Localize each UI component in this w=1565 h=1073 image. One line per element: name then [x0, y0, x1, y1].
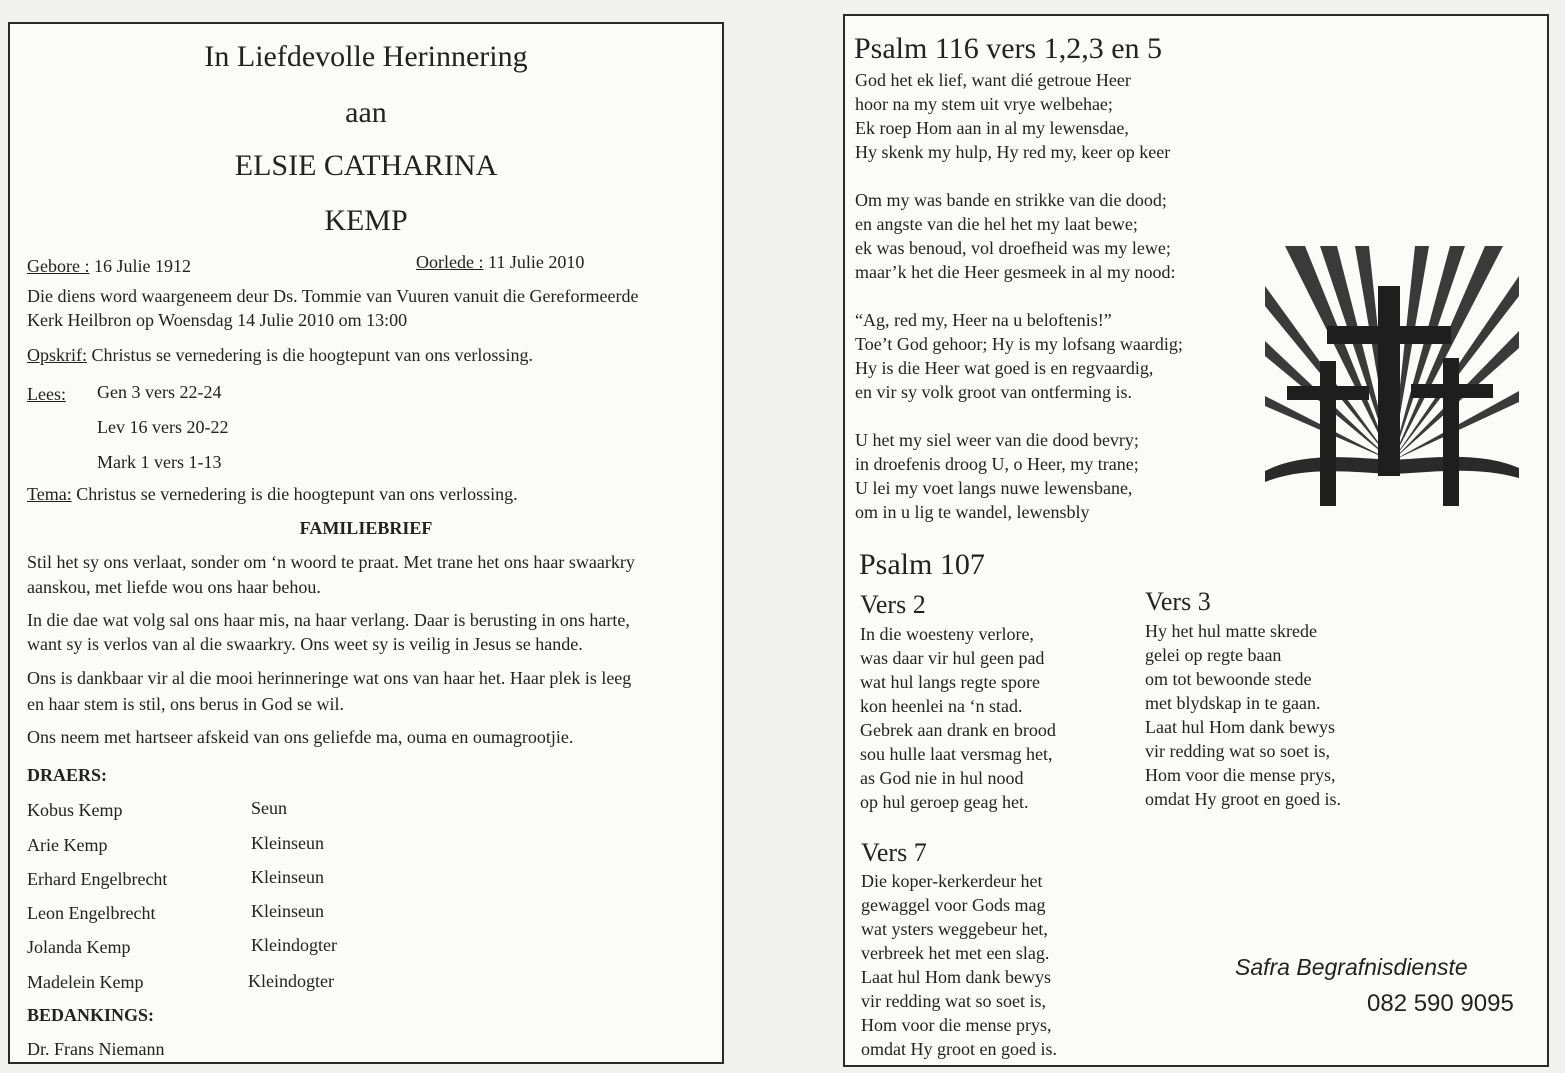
- family-paragraph-line: Ons neem met hartseer afskeid van ons geliefde ma, ouma en oumagrootjie.: [27, 727, 574, 747]
- funeral-home-name: Safra Begrafnisdienste: [1235, 954, 1468, 980]
- verse-line: vir redding wat so soet is,: [861, 991, 1046, 1011]
- verse-line: wat hul langs regte spore: [860, 672, 1040, 692]
- born-row: [27, 256, 191, 277]
- verse-line: met blydskap in te gaan.: [1145, 693, 1321, 713]
- reading-item: Mark 1 vers 1-13: [97, 452, 222, 472]
- born-label: Gebore :: [27, 256, 90, 276]
- tema-label: Tema:: [27, 484, 72, 504]
- psalm-line: Hy is die Heer wat goed is en regvaardig,: [855, 358, 1154, 378]
- vers-7-text: [861, 869, 1057, 1061]
- family-paragraph-line: aanskou, met liefde wou ons haar behou.: [27, 577, 321, 597]
- bearer-name: Leon Engelbrecht: [27, 903, 156, 923]
- verse-line: Laat hul Hom dank bewys: [861, 967, 1051, 987]
- verse-line: om tot bewoonde stede: [1145, 669, 1312, 689]
- bearer-name: Kobus Kemp: [27, 800, 123, 820]
- bearer-relation: Kleinseun: [251, 901, 324, 921]
- bearer-relation: Kleinseun: [251, 867, 324, 887]
- psalm-116-title: Psalm 116 vers 1,2,3 en 5: [854, 32, 1163, 65]
- opskrif-row: [27, 345, 533, 366]
- bearer-relation: Kleindogter: [251, 935, 337, 955]
- tema-row: [27, 484, 518, 505]
- service-line-2: Kerk Heilbron op Woensdag 14 Julie 2010 om 13:00: [27, 310, 408, 330]
- bearer-relation: Kleindogter: [248, 971, 334, 991]
- opskrif-label: Opskrif:: [27, 345, 87, 365]
- bearer-relation: Kleinseun: [251, 833, 324, 853]
- verse-line: verbreek het met een slag.: [861, 943, 1050, 963]
- verse-line: Laat hul Hom dank bewys: [1145, 717, 1335, 737]
- verse-line: Die koper-kerkerdeur het: [861, 871, 1043, 891]
- verse-line: as God nie in hul nood: [860, 768, 1024, 788]
- family-paragraph-line: Stil het sy ons verlaat, sonder om ‘n woord te praat. Met trane het ons haar swaarkry: [27, 552, 635, 572]
- verse-line: wat ysters weggebeur het,: [861, 919, 1048, 939]
- psalm-line: om in u lig te wandel, lewensbly: [855, 502, 1090, 522]
- psalm-line: “Ag, red my, Heer na u beloftenis!”: [855, 310, 1112, 330]
- psalm-line: [855, 404, 1183, 428]
- psalm-line: Hy skenk my hulp, Hy red my, keer op keer: [855, 142, 1171, 162]
- verse-line: vir redding wat so soet is,: [1145, 741, 1330, 761]
- familiebrief-title: FAMILIEBRIEF: [299, 518, 433, 538]
- family-paragraph-line: Ons is dankbaar vir al die mooi herinneringe wat ons van haar het. Haar plek is leeg: [27, 668, 632, 688]
- funeral-home-phone: 082 590 9095: [1367, 990, 1514, 1017]
- verse-line: was daar vir hul geen pad: [860, 648, 1045, 668]
- psalm-line: [855, 284, 1183, 308]
- verse-line: Hom voor die mense prys,: [1145, 765, 1336, 785]
- memorial-heading: In Liefdevolle Herinnering: [204, 40, 528, 73]
- verse-line: Gebrek aan drank en brood: [860, 720, 1056, 740]
- family-paragraph-line: want sy is verlos van al die swaarkry. Ons weet sy is veilig in Jesus se hande.: [27, 634, 583, 654]
- three-crosses-image: [1265, 246, 1519, 506]
- vers-2-text: [860, 622, 1056, 814]
- bearer-name: Erhard Engelbrecht: [27, 869, 168, 889]
- vers-3-title: Vers 3: [1145, 587, 1211, 616]
- psalm-line: Om my was bande en strikke van die dood;: [855, 190, 1167, 210]
- psalm-line: ek was benoud, vol droefheid was my lewe;: [855, 238, 1171, 258]
- verse-line: sou hulle laat versmag het,: [860, 744, 1053, 764]
- verse-line: Hy het hul matte skrede: [1145, 621, 1317, 641]
- tema-text: Christus se vernedering is die hoogtepunt van ons verlossing.: [76, 484, 518, 504]
- family-paragraph-line: en haar stem is stil, ons berus in God se wil.: [27, 694, 344, 714]
- reading-item: Lev 16 vers 20-22: [97, 417, 229, 437]
- psalm-107-title: Psalm 107: [859, 548, 985, 581]
- psalm-116-text: [855, 68, 1183, 524]
- psalm-line: [855, 164, 1183, 188]
- died-row: [416, 252, 584, 273]
- vers-3-text: [1145, 619, 1341, 811]
- verse-line: gelei op regte baan: [1145, 645, 1282, 665]
- psalm-line: in droefenis droog U, o Heer, my trane;: [855, 454, 1139, 474]
- psalm-line: U het my siel weer van die dood bevry;: [855, 430, 1139, 450]
- bedankings-title: BEDANKINGS:: [27, 1005, 155, 1025]
- verse-line: Hom voor die mense prys,: [861, 1015, 1052, 1035]
- bearer-name: Madelein Kemp: [27, 972, 144, 992]
- verse-line: gewaggel voor Gods mag: [861, 895, 1046, 915]
- bearer-relation: Seun: [251, 798, 287, 818]
- psalm-line: Toe’t God gehoor; Hy is my lofsang waardig;: [855, 334, 1183, 354]
- died-date: 11 Julie 2010: [487, 252, 585, 272]
- psalm-line: U lei my voet langs nuwe lewensbane,: [855, 478, 1133, 498]
- verse-line: kon heenlei na ‘n stad.: [860, 696, 1023, 716]
- aan-text: aan: [345, 96, 387, 129]
- verse-line: In die woesteny verlore,: [860, 624, 1034, 644]
- bearer-name: Arie Kemp: [27, 835, 108, 855]
- psalm-line: en vir sy volk groot van ontferming is.: [855, 382, 1132, 402]
- thanks-name: Dr. Frans Niemann: [27, 1039, 165, 1059]
- died-label: Oorlede :: [416, 252, 484, 272]
- psalm-line: Ek roep Hom aan in al my lewensdae,: [855, 118, 1129, 138]
- psalm-line: en angste van die hel het my laat bewe;: [855, 214, 1138, 234]
- verse-line: op hul geroep geag het.: [860, 792, 1029, 812]
- bearer-name: Jolanda Kemp: [27, 937, 131, 957]
- verse-line: omdat Hy groot en goed is.: [861, 1039, 1057, 1059]
- psalm-line: maar’k het die Heer gesmeek in al my nood:: [855, 262, 1176, 282]
- left-page: [8, 22, 724, 1064]
- verse-line: omdat Hy groot en goed is.: [1145, 789, 1341, 809]
- vers-2-title: Vers 2: [860, 590, 926, 619]
- deceased-surname: KEMP: [324, 204, 408, 237]
- opskrif-text: Christus se vernedering is die hoogtepunt van ons verlossing.: [91, 345, 533, 365]
- draers-title: DRAERS:: [27, 765, 108, 785]
- deceased-first-names: ELSIE CATHARINA: [234, 149, 498, 182]
- service-line-1: Die diens word waargeneem deur Ds. Tommie van Vuuren vanuit die Gereformeerde: [27, 286, 639, 306]
- lees-label: Lees:: [27, 384, 66, 404]
- right-page: [843, 14, 1549, 1067]
- vers-7-title: Vers 7: [861, 838, 927, 867]
- born-date: 16 Julie 1912: [93, 256, 191, 276]
- family-paragraph-line: In die dae wat volg sal ons haar mis, na haar verlang. Daar is berusting in ons harte,: [27, 610, 630, 630]
- psalm-line: hoor na my stem uit vrye welbehae;: [855, 94, 1113, 114]
- reading-item: Gen 3 vers 22-24: [97, 382, 222, 402]
- psalm-line: God het ek lief, want dié getroue Heer: [855, 70, 1131, 90]
